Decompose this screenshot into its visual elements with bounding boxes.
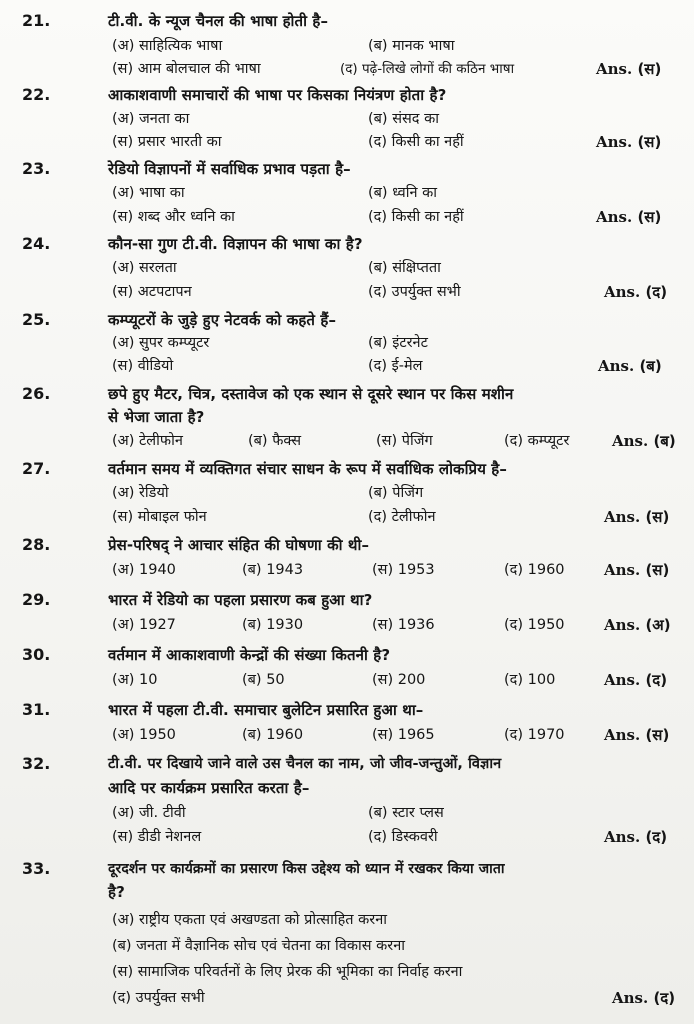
answer — [604, 723, 669, 747]
option-a: (अ) जनता का — [112, 111, 190, 127]
answer — [612, 986, 675, 1010]
question-text: भारत में पहला टी.वी. समाचार बुलेटिन प्रसारित हुआ था– — [108, 701, 424, 719]
option-a: (अ) राष्ट्रीय एकता एवं अखण्डता को प्रोत्साहित करना — [112, 912, 388, 928]
option-a: (अ) 10 — [112, 672, 158, 688]
answer — [604, 505, 669, 529]
answer-value: (द) — [653, 989, 676, 1007]
question-number: 27. — [22, 459, 51, 478]
option-c: (स) अटपटापन — [112, 284, 192, 300]
answer — [612, 429, 676, 453]
option-a: (अ) सरलता — [112, 260, 177, 276]
answer — [604, 613, 671, 637]
option-b: (ब) 1960 — [242, 727, 304, 743]
answer — [598, 354, 662, 378]
option-d: (द) 1970 — [504, 727, 565, 743]
question-number: 24. — [22, 234, 51, 253]
option-d: (द) कम्प्यूटर — [504, 433, 570, 449]
answer-value: (स) — [645, 561, 670, 579]
option-b: (ब) 1943 — [242, 562, 304, 578]
option-c: (स) सामाजिक परिवर्तनों के लिए प्रेरक की भूमिका का निर्वाह करना — [112, 964, 463, 980]
option-a: (अ) रेडियो — [112, 485, 169, 501]
question-text-cont: है? — [108, 883, 125, 901]
answer — [604, 280, 667, 304]
question-number: 29. — [22, 590, 51, 609]
option-b: (ब) इंटरनेट — [368, 335, 428, 351]
question-text: टी.वी. पर दिखाये जाने वाले उस चैनल का नाम, जो जीव-जन्तुओं, विज्ञान — [108, 756, 502, 772]
answer-label: Ans. — [596, 133, 633, 151]
option-c: (स) प्रसार भारती का — [112, 134, 222, 150]
question-text-cont: से भेजा जाता है? — [108, 408, 205, 426]
option-b: (ब) 50 — [242, 672, 285, 688]
option-d: (द) 100 — [504, 672, 556, 688]
option-d: (द) टेलीफोन — [368, 509, 436, 525]
option-a: (अ) टेलीफोन — [112, 433, 183, 449]
question-text: रेडियो विज्ञापनों में सर्वाधिक प्रभाव पड़ता है– — [108, 160, 351, 178]
question-number: 25. — [22, 310, 51, 329]
option-b: (ब) मानक भाषा — [368, 38, 455, 54]
question-number: 30. — [22, 645, 51, 664]
option-a: (अ) जी. टीवी — [112, 805, 186, 821]
answer-label: Ans. — [604, 508, 641, 526]
option-c: (स) शब्द और ध्वनि का — [112, 209, 235, 225]
answer-value: (द) — [645, 828, 668, 846]
option-c: (स) 1965 — [372, 727, 435, 743]
option-c: (स) डीडी नेशनल — [112, 829, 202, 845]
question-text-cont: आदि पर कार्यक्रम प्रसारित करता है– — [108, 779, 310, 797]
option-a: (अ) 1927 — [112, 617, 176, 633]
answer-label: Ans. — [596, 208, 633, 226]
option-c: (स) 1936 — [372, 617, 435, 633]
option-b: (ब) जनता में वैज्ञानिक सोच एवं चेतना का विकास करना — [112, 938, 406, 954]
answer-label: Ans. — [604, 616, 641, 634]
option-b: (ब) 1930 — [242, 617, 304, 633]
question-number: 28. — [22, 535, 51, 554]
question-number: 31. — [22, 700, 51, 719]
question-number: 32. — [22, 754, 51, 773]
option-a: (अ) 1950 — [112, 727, 176, 743]
answer-value: (स) — [645, 726, 670, 744]
question-text: भारत में रेडियो का पहला प्रसारण कब हुआ था? — [108, 591, 373, 609]
answer — [604, 668, 667, 692]
answer-label: Ans. — [604, 828, 641, 846]
question-text: आकाशवाणी समाचारों की भाषा पर किसका नियंत्रण होता है? — [108, 86, 447, 104]
answer-label: Ans. — [604, 561, 641, 579]
option-a: (अ) भाषा का — [112, 185, 185, 201]
option-b: (ब) संसद का — [368, 111, 440, 127]
option-d: (द) किसी का नहीं — [368, 209, 464, 225]
option-d: (द) ई-मेल — [368, 358, 423, 374]
answer-label: Ans. — [612, 432, 649, 450]
option-d: (द) पढ़े-लिखे लोगों की कठिन भाषा — [340, 61, 515, 77]
answer — [596, 130, 661, 154]
option-d: (द) 1960 — [504, 562, 565, 578]
option-c: (स) आम बोलचाल की भाषा — [112, 61, 261, 77]
answer-label: Ans. — [596, 60, 633, 78]
option-c: (स) 200 — [372, 672, 426, 688]
option-c: (स) पेजिंग — [376, 433, 433, 449]
option-a: (अ) सुपर कम्प्यूटर — [112, 335, 210, 351]
answer-value: (अ) — [645, 616, 671, 634]
question-number: 26. — [22, 384, 51, 403]
question-text: वर्तमान में आकाशवाणी केन्द्रों की संख्या कितनी है? — [108, 646, 391, 664]
option-d: (द) किसी का नहीं — [368, 134, 464, 150]
option-c: (स) मोबाइल फोन — [112, 509, 207, 525]
option-b: (ब) स्टार प्लस — [368, 805, 444, 821]
answer-label: Ans. — [598, 357, 635, 375]
answer-value: (स) — [637, 60, 662, 78]
option-b: (ब) ध्वनि का — [368, 185, 438, 201]
option-b: (ब) फैक्स — [248, 433, 301, 449]
question-number: 22. — [22, 85, 51, 104]
option-a: (अ) साहित्यिक भाषा — [112, 38, 223, 54]
answer — [604, 558, 669, 582]
answer-value: (स) — [637, 133, 662, 151]
answer — [604, 825, 667, 849]
option-d: (द) उपर्युक्त सभी — [112, 990, 205, 1006]
question-text: कौन-सा गुण टी.वी. विज्ञापन की भाषा का है? — [108, 235, 363, 253]
option-b: (ब) पेजिंग — [368, 485, 424, 501]
answer-label: Ans. — [612, 989, 649, 1007]
answer-label: Ans. — [604, 726, 641, 744]
answer-value: (ब) — [653, 432, 676, 450]
question-number: 33. — [22, 859, 51, 878]
question-text: टी.वी. के न्यूज चैनल की भाषा होती है– — [108, 12, 329, 30]
question-number: 23. — [22, 159, 51, 178]
question-text: प्रेस-परिषद् ने आचार संहित की घोषणा की थी– — [108, 536, 370, 554]
question-text: दूरदर्शन पर कार्यक्रमों का प्रसारण किस उद्देश्य को ध्यान में रखकर किया जाता — [108, 861, 505, 877]
question-number: 21. — [22, 11, 51, 30]
answer-value: (ब) — [639, 357, 662, 375]
option-c: (स) 1953 — [372, 562, 435, 578]
question-text: वर्तमान समय में व्यक्तिगत संचार साधन के रूप में सर्वाधिक लोकप्रिय है– — [108, 460, 507, 478]
answer-value: (स) — [645, 508, 670, 526]
question-text: कम्प्यूटरों के जुड़े हुए नेटवर्क को कहते हैं– — [108, 311, 337, 329]
option-d: (द) उपर्युक्त सभी — [368, 284, 461, 300]
answer-label: Ans. — [604, 283, 641, 301]
answer-label: Ans. — [604, 671, 641, 689]
question-text: छपे हुए मैटर, चित्र, दस्तावेज को एक स्थान से दूसरे स्थान पर किस मशीन — [108, 385, 514, 403]
option-b: (ब) संक्षिप्तता — [368, 260, 441, 276]
answer — [596, 205, 661, 229]
answer — [596, 57, 661, 81]
answer-value: (स) — [637, 208, 662, 226]
option-a: (अ) 1940 — [112, 562, 176, 578]
option-c: (स) वीडियो — [112, 358, 174, 374]
answer-value: (द) — [645, 671, 668, 689]
option-d: (द) 1950 — [504, 617, 565, 633]
option-d: (द) डिस्कवरी — [368, 829, 438, 845]
answer-value: (द) — [645, 283, 668, 301]
